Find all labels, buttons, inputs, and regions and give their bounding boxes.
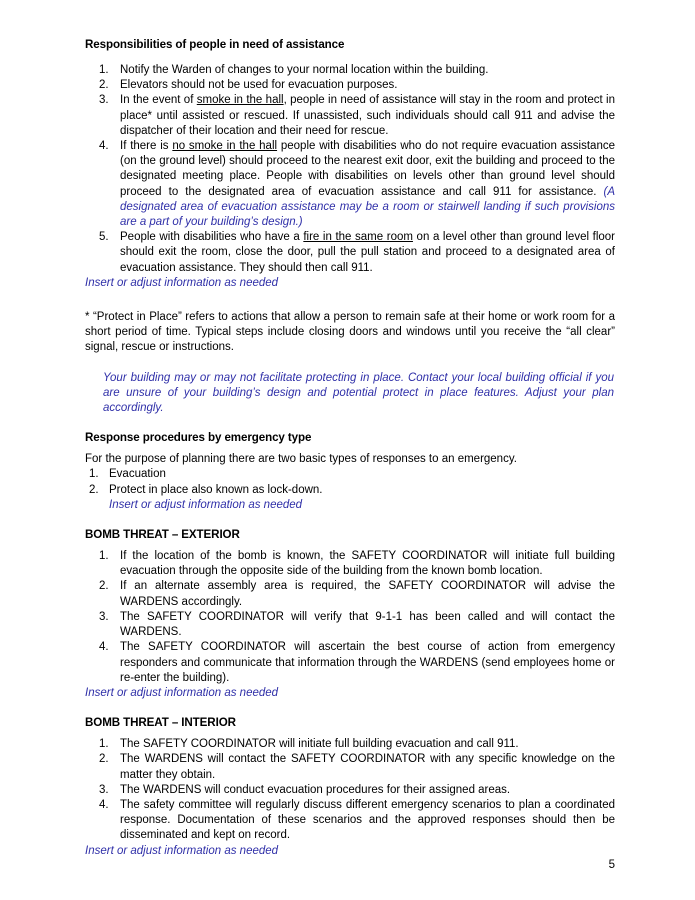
bomb-threat-interior-list <box>85 737 615 843</box>
list-item-text: The WARDENS will contact the SAFETY COORDINATOR with any specific knowledge on the matter they obtain. <box>120 753 615 781</box>
spacer <box>85 291 615 310</box>
list-item <box>85 78 615 93</box>
list-item-text: The WARDENS will conduct evacuation procedures for their assigned areas. <box>120 783 511 796</box>
list-item <box>85 640 615 686</box>
list-item-text: The safety committee will regularly discuss different emergency scenarios to plan a coordinated response. Documentation of these scenarios and the approved responses should then be disseminated and kept on record. <box>120 798 615 842</box>
spacer <box>85 542 615 549</box>
list-item-text: If the location of the bomb is known, the SAFETY COORDINATOR will initiate full building evacuation through the opposite side of the building from the known bomb location. <box>120 550 615 578</box>
spacer <box>85 416 615 431</box>
protect-in-place-footnote: * “Protect in Place” refers to actions that allow a person to remain safe at their home or work room for a short period of time. Typical steps include closing doors and windows until you receive the “all clear” signal, rescue or instructions. <box>85 311 615 354</box>
list-item-text-post: people with disabilities who do not require evacuation assistance (on the ground level) should proceed to the nearest exit door, exit the building and proceed to the designated meeting place. People with disabilities on levels other than ground level should proceed to the designated area of evacuation assistance and call 911 for assistance. <box>120 140 615 198</box>
spacer <box>85 701 615 716</box>
response-procedures-list <box>85 467 615 497</box>
insert-note-bomb-threat-exterior: Insert or adjust information as needed <box>85 686 279 699</box>
list-item-text: The SAFETY COORDINATOR will ascertain the best course of action from emergency responders and communicate that information through the WARDENS (send employees home or re-enter the building). <box>120 641 615 684</box>
underlined-phrase: fire in the same room <box>303 231 413 244</box>
list-item <box>85 63 615 78</box>
list-item <box>85 467 615 482</box>
list-item <box>85 610 615 640</box>
list-item-text: Protect in place also known as lock-down. <box>109 483 323 496</box>
list-item-text: If an alternate assembly area is required, the SAFETY COORDINATOR will advise the WARDENS accordingly. <box>120 580 615 608</box>
list-item <box>85 549 615 579</box>
list-item <box>85 737 615 752</box>
heading-response-procedures: Response procedures by emergency type <box>85 431 312 445</box>
response-procedures-intro: For the purpose of planning there are two basic types of responses to an emergency. <box>85 453 517 466</box>
page-number: 5 <box>608 859 615 871</box>
inline-blue-note: (A designated area of evacuation assistance may be a room or stairwell landing if such provisions are a part of your building’s design.) <box>120 185 615 229</box>
list-item-text-pre: If there is <box>120 140 173 153</box>
list-item <box>85 230 615 276</box>
insert-note-responsibilities: Insert or adjust information as needed <box>85 276 279 289</box>
list-item-text-pre: In the event of <box>120 94 197 107</box>
spacer <box>85 445 615 452</box>
list-item-text-pre: Notify the Warden of changes to your normal location within the building. <box>120 64 489 76</box>
list-item <box>85 579 615 609</box>
list-item <box>85 139 615 230</box>
list-item <box>85 93 615 139</box>
list-item-text-post: on a level other than ground level floor should exit the room, close the door, pull the pull station and proceed to a designated area of evacuation assistance. They should then call 911. <box>120 231 615 274</box>
responsibilities-list <box>85 63 615 276</box>
list-item <box>85 752 615 782</box>
spacer <box>85 730 615 737</box>
list-item <box>85 483 615 498</box>
list-item-text: Evacuation <box>109 468 166 481</box>
insert-note-response-procedures: Insert or adjust information as needed <box>109 498 303 511</box>
list-item-text: The SAFETY COORDINATOR will verify that 9-1-1 has been called and will contact the WARDENS. <box>120 610 615 639</box>
insert-note-bomb-threat-interior: Insert or adjust information as needed <box>85 844 279 857</box>
bomb-threat-exterior-list <box>85 549 615 686</box>
spacer <box>85 356 615 371</box>
heading-bomb-threat-exterior: BOMB THREAT – EXTERIOR <box>85 528 240 542</box>
list-item-text-pre: Elevators should not be used for evacuation purposes. <box>120 79 398 92</box>
heading-bomb-threat-interior: BOMB THREAT – INTERIOR <box>85 716 236 730</box>
list-item <box>85 783 615 798</box>
underlined-phrase: smoke in the hall <box>196 94 284 107</box>
list-item <box>85 798 615 844</box>
spacer <box>85 52 615 63</box>
list-item-text-post: , people in need of assistance will stay in the room and protect in place* until assisted or rescued. If unassisted, such individuals should call 911 and advise the dispatcher of their location and their need for rescue. <box>120 94 615 137</box>
list-item-text-pre: People with disabilities who have a <box>120 231 304 244</box>
protect-in-place-blue-note: Your building may or may not facilitate protecting in place. Contact your local building official if you are unsure of your building’s design and potential protect in place features. Adjust your plan accordingly. <box>103 371 614 415</box>
underlined-phrase: no smoke in the hall <box>172 140 278 153</box>
heading-responsibilities: Responsibilities of people in need of assistance <box>85 38 345 51</box>
spacer <box>85 513 615 528</box>
list-item-text: The SAFETY COORDINATOR will initiate full building evacuation and call 911. <box>120 738 519 751</box>
